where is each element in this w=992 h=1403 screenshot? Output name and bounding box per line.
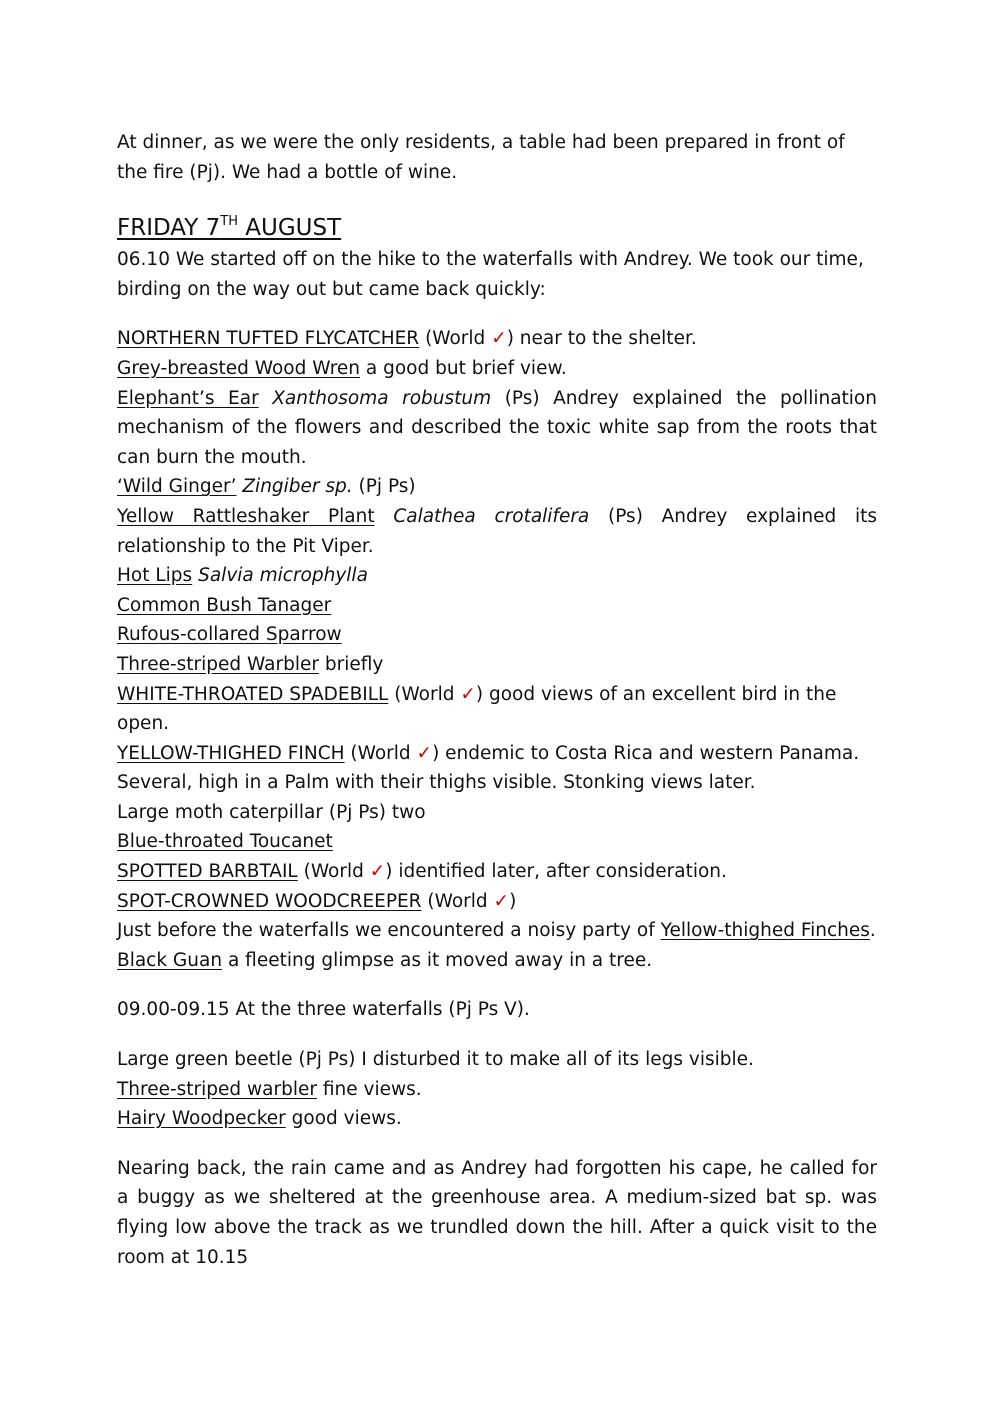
intro-paragraph: At dinner, as we were the only residents, a table had been prepared in front of the fire (Pj). We had a bottle of wine. (117, 132, 845, 183)
waterfall-sightings-list (117, 1045, 877, 1134)
list-item: WHITE-THROATED SPADEBILL (World ✓) good views of an excellent bird in the open. (117, 683, 837, 735)
check-icon: ✓ (493, 890, 510, 912)
heading-day: FRIDAY 7 (117, 215, 221, 242)
list-item: Elephant’s Ear Xanthosoma robustum (Ps) Andrey explained the pollination mechanism of the flowers and described the toxic white sap from the roots that can burn the mouth. (117, 387, 877, 468)
heading-month: AUGUST (237, 215, 342, 242)
start-paragraph: 06.10 We started off on the hike to the waterfalls with Andrey. We took our time, birding on the way out but came back quickly: (117, 249, 864, 300)
waterfalls-paragraph: 09.00-09.15 At the three waterfalls (Pj Ps V). (117, 999, 530, 1021)
heading-ordinal: TH (220, 214, 238, 230)
list-item: Blue-throated Toucanet (117, 831, 333, 853)
check-icon: ✓ (369, 861, 386, 883)
list-item: Hairy Woodpecker good views. (117, 1108, 402, 1130)
sightings-list (117, 324, 877, 975)
list-item: Three-striped warbler fine views. (117, 1078, 422, 1100)
list-item: ‘Wild Ginger’ Zingiber sp. (Pj Ps) (117, 476, 416, 498)
list-item: NORTHERN TUFTED FLYCATCHER (World ✓) near to the shelter. (117, 328, 697, 350)
closing-paragraph: Nearing back, the rain came and as Andrey had forgotten his cape, he called for a buggy as we sheltered at the greenhouse area. A medium-sized bat sp. was flying low above the track as we trundled down the hill. After a quick visit to the room at 10.15 (117, 1157, 877, 1268)
list-item: Large moth caterpillar (Pj Ps) two (117, 801, 426, 823)
list-item: Rufous-collared Sparrow (117, 624, 342, 646)
list-item: Black Guan a fleeting glimpse as it moved away in a tree. (117, 949, 653, 971)
document-page (117, 128, 877, 1272)
list-item: Three-striped Warbler briefly (117, 653, 384, 675)
list-item: Hot Lips Salvia microphylla (117, 565, 368, 587)
check-icon: ✓ (460, 683, 476, 705)
list-item: Yellow Rattleshaker Plant Calathea crotalifera (Ps) Andrey explained its relationship to the Pit Viper. (117, 505, 877, 557)
list-item: Just before the waterfalls we encountered a noisy party of Yellow-thighed Finches. (117, 920, 876, 942)
check-icon: ✓ (491, 328, 507, 350)
check-icon: ✓ (416, 742, 433, 764)
day-heading (117, 205, 877, 245)
list-item: SPOT-CROWNED WOODCREEPER (World ✓) (117, 890, 517, 912)
list-item: Common Bush Tanager (117, 594, 332, 616)
list-item: SPOTTED BARBTAIL (World ✓) identified later, after consideration. (117, 861, 727, 883)
list-item: Large green beetle (Pj Ps) I disturbed it to make all of its legs visible. (117, 1049, 754, 1071)
list-item: YELLOW-THIGHED FINCH (World ✓) endemic to Costa Rica and western Panama. Several, high in a Palm with their thighs visible. Stonking views later. (117, 742, 860, 794)
list-item: Grey-breasted Wood Wren a good but brief view. (117, 357, 567, 379)
